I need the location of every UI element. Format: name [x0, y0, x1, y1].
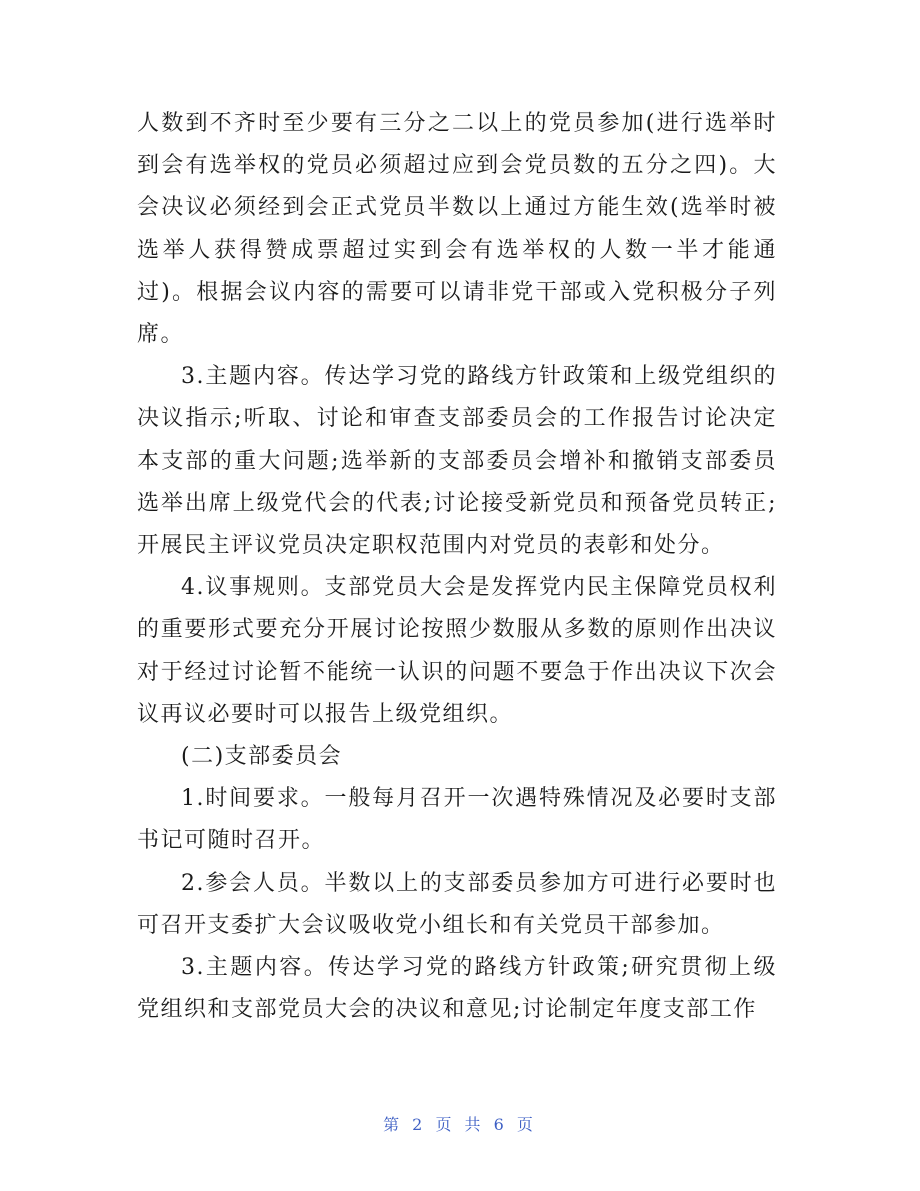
paragraph-5: 1.时间要求。一般每月召开一次遇特殊情况及必要时支部书记可随时召开。: [137, 786, 777, 854]
document-body: [137, 103, 777, 1031]
page-number-footer: 第 2 页 共 6 页: [383, 1115, 537, 1134]
paragraph-2: 3.主题内容。传达学习党的路线方针政策和上级党组织的决议指示;听取、讨论和审查支部委员会的工作报告讨论决定本支部的重大问题;选举新的支部委员会增补和撤销支部委员选举出席上级党代会的代表;讨论接受新党员和预备党员转正;开展民主评议党员决定职权范围内对党员的表彰和处分。: [137, 364, 777, 559]
section-heading: (二)支部委员会: [181, 744, 343, 770]
paragraph-7: 3.主题内容。传达学习党的路线方针政策;研究贯彻上级党组织和支部党员大会的决议和意见;讨论制定年度支部工作: [137, 955, 777, 1023]
paragraph-1: 人数到不齐时至少要有三分之二以上的党员参加(进行选举时到会有选举权的党员必须超过应到会党员数的五分之四)。大会决议必须经到会正式党员半数以上通过方能生效(选举时被选举人获得赞成票超过实到会有选举权的人数一半才能通过)。根据会议内容的需要可以请非党干部或入党积极分子列席。: [137, 111, 777, 348]
paragraph-6: 2.参会人员。半数以上的支部委员参加方可进行必要时也可召开支委扩大会议吸收党小组长和有关党员干部参加。: [137, 870, 777, 938]
paragraph-3: 4.议事规则。支部党员大会是发挥党内民主保障党员权利的重要形式要充分开展讨论按照少数服从多数的原则作出决议对于经过讨论暂不能统一认识的问题不要急于作出决议下次会议再议必要时可以报告上级党组织。: [137, 575, 777, 727]
